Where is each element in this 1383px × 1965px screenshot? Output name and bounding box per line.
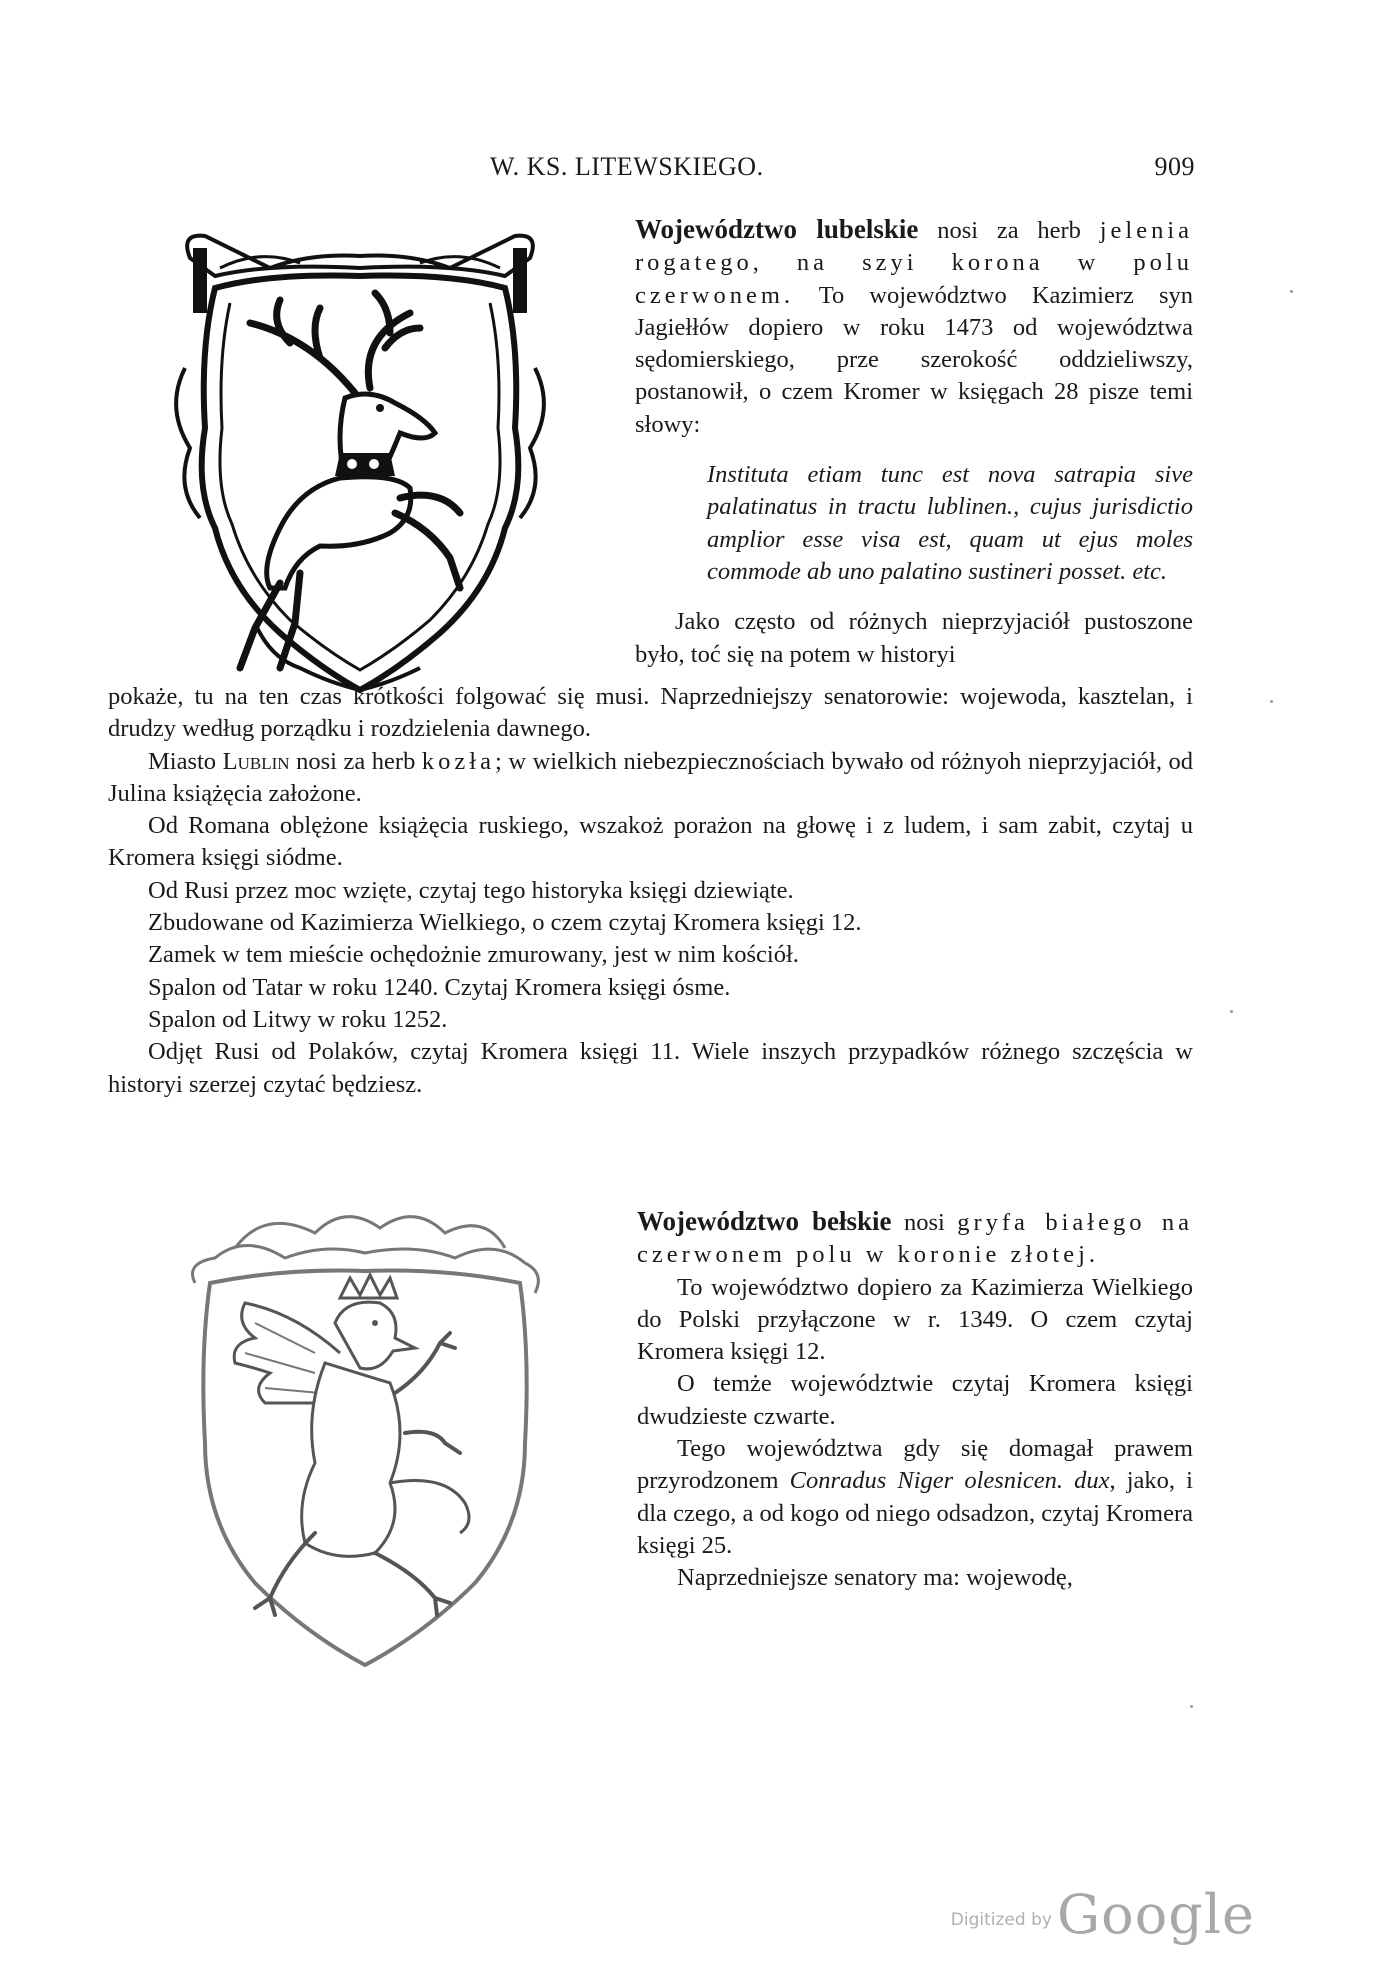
- paragraph: Jako często od różnych nieprzyjaciół pustoszone było, toć się na potem w historyi: [635, 608, 1193, 668]
- text-run: nosi za herb: [289, 747, 422, 775]
- latin-quote: Instituta etiam tunc est nova satrapia sive palatinatus in tractu lublinen., cujus jurisdictio amplior esse visa est, quam ut ejus moles commode ab uno palatino sustineri posset. etc.: [707, 461, 1193, 585]
- paragraph: To województwo dopiero za Kazimierza Wielkiego do Polski przyłączone w r. 1349. O czem czytaj Kromera księgi 12.: [637, 1273, 1193, 1366]
- running-header: [120, 152, 1195, 192]
- paragraph: Naprzedniejsze senatory ma: wojewodę,: [677, 1564, 1073, 1592]
- griffin-coat-of-arms-icon: [175, 1203, 555, 1673]
- text-run: , jako, i dla czego, a od kogo od niego odsadzon, czytaj Kromera księgi 25.: [637, 1467, 1193, 1559]
- heading-lubelskie: Województwo lubelskie: [635, 214, 919, 244]
- paragraph: pokaże, tu na ten czas krótkości folgować się musi. Naprzedniejszy senatorowie: wojewoda, kasztelan, i drudzy według porządku i rozdzielenia dawnego.: [108, 683, 1193, 743]
- section-lubelskie: [635, 213, 1193, 671]
- paragraph: Spalon od Tatar w roku 1240. Czytaj Kromera księgi ósme.: [148, 973, 731, 1001]
- paragraph-conradus: [637, 1433, 1193, 1562]
- page-number: 909: [1154, 152, 1195, 181]
- paragraph: O temże województwie czytaj Kromera księgi dwudzieste czwarte.: [637, 1370, 1193, 1430]
- paragraph: Odjęt Rusi od Polaków, czytaj Kromera księgi 11. Wiele inszych przypadków różnego szczęścia w historyi szerzej czytać będziesz.: [108, 1038, 1193, 1098]
- section-lublin-city: [108, 681, 1193, 1101]
- section-belskie: [637, 1205, 1193, 1595]
- text-run: ; w wielkich niebezpiecznościach bywało od różnyoh nieprzyjaciół, od Julina książęcia założone.: [108, 747, 1194, 807]
- paragraph: Od Rusi przez moc wzięte, czytaj tego historyka księgi dziewiąte.: [148, 876, 794, 904]
- spaced-text: gryfa białego na czerwonem polu w koronie złotej.: [637, 1209, 1193, 1269]
- deer-coat-of-arms-icon: [160, 228, 560, 703]
- city-name: Lublin: [222, 747, 290, 775]
- speck: [1190, 1705, 1193, 1708]
- spaced-text: kozła: [421, 747, 495, 775]
- text-run: Tego województwa gdy się domagał prawem przyrodzonem: [637, 1435, 1193, 1495]
- spaced-text: jelenia rogatego, na szyi korona w polu czerwonem.: [635, 217, 1193, 309]
- digitized-watermark: [951, 1883, 1255, 1946]
- speck: [1230, 1010, 1233, 1013]
- heading-belskie: Województwo bełskie: [637, 1206, 892, 1236]
- text-run: nosi za herb: [918, 217, 1100, 244]
- paragraph: Zamek w tem mieście ochędożnie zmurowany, jest w nim kościół.: [148, 941, 799, 969]
- text-run: nosi: [891, 1209, 958, 1236]
- paragraph: Spalon od Litwy w roku 1252.: [148, 1005, 448, 1033]
- digitized-label: Digitized by: [950, 1910, 1052, 1930]
- running-title: W. KS. LITEWSKIEGO.: [490, 152, 764, 181]
- speck: [1270, 700, 1273, 703]
- text-run: Miasto: [148, 747, 223, 775]
- google-logo: Google: [1057, 1883, 1255, 1946]
- paragraph-lublin: [108, 746, 1193, 811]
- text-run: To województwo Kazimierz syn Jagiełłów dopiero w roku 1473 od województwa sędomierskiego, prze szerokość oddzieliwszy, postanowił, o czem Kromer w księgach 28 pisze temi słowy:: [635, 281, 1193, 438]
- paragraph: Od Romana oblężone książęcia ruskiego, wszakoż porażon na głowę i z ludem, i sam zabit, czytaj u Kromera księgi siódme.: [108, 812, 1193, 872]
- paragraph: Zbudowane od Kazimierza Wielkiego, o czem czytaj Kromera księgi 12.: [148, 909, 862, 937]
- speck: [1290, 290, 1293, 293]
- italic-name: Conradus Niger olesnicen. dux: [789, 1467, 1110, 1495]
